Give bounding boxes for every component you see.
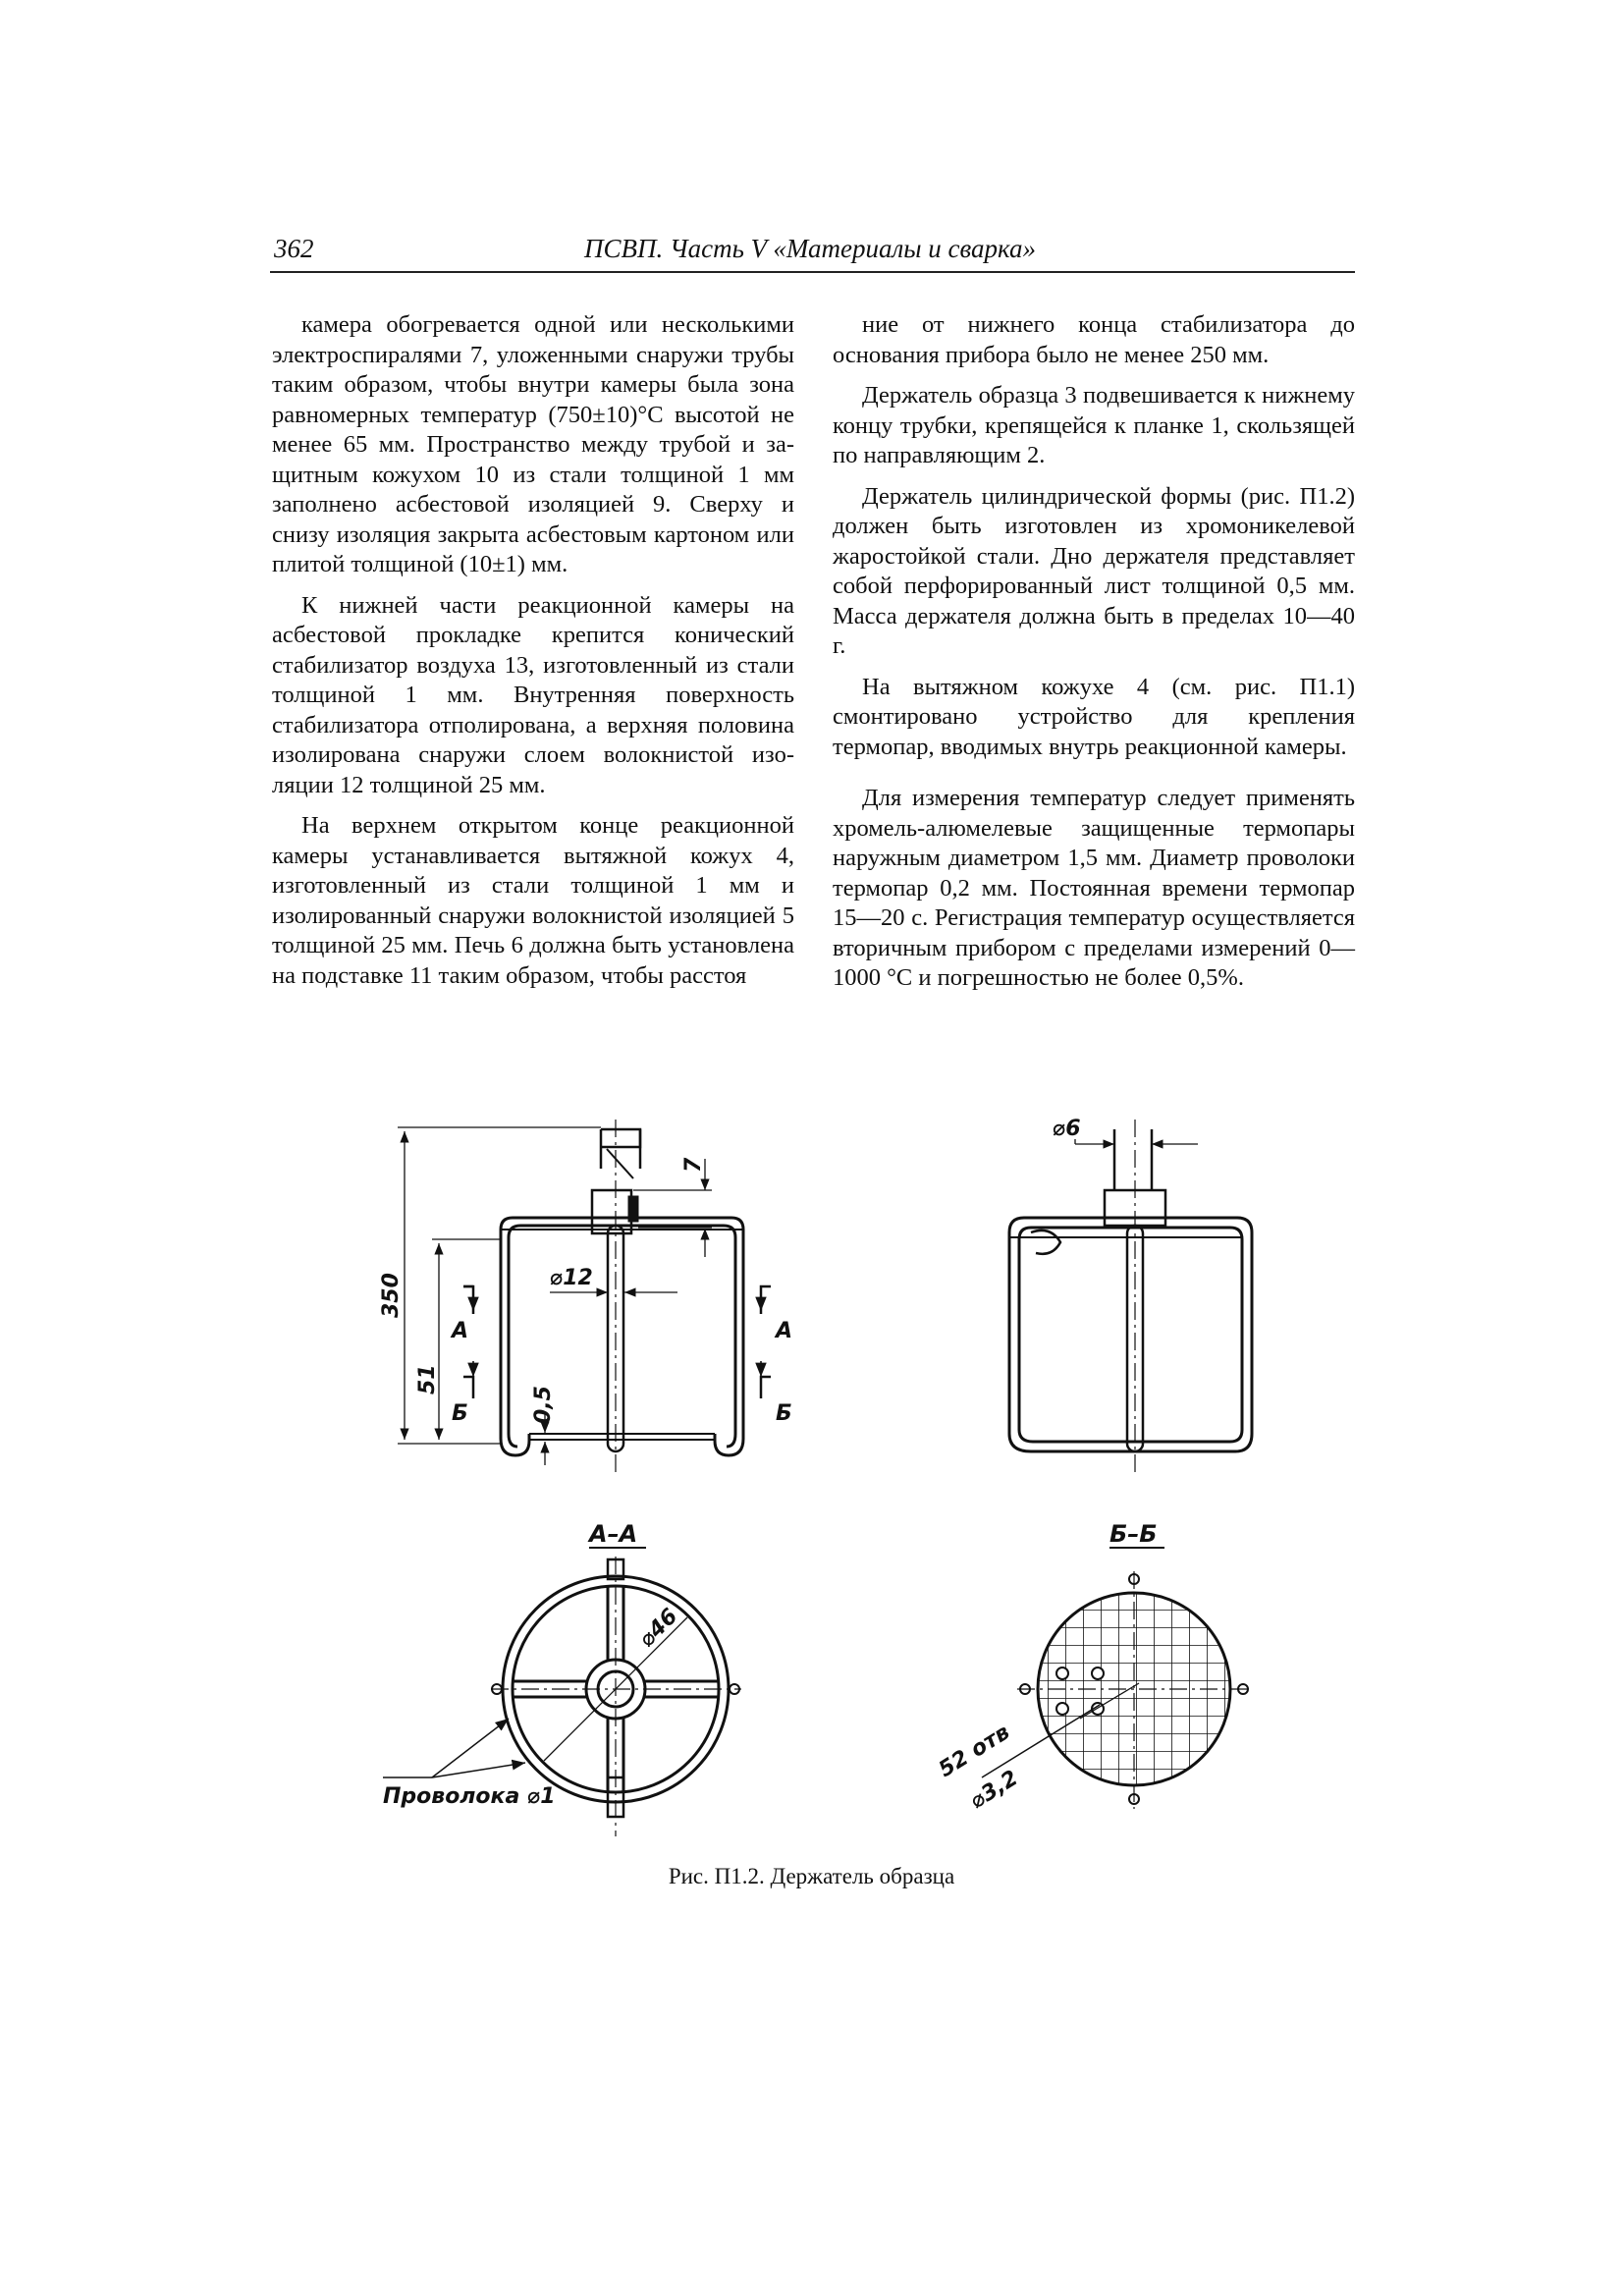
section-aa-label: А–А	[589, 1520, 638, 1548]
paragraph: Держатель образца 3 подвешивается к нижнему концу трубки, крепящейся к планке 1, скользящей по направляющим 2.	[833, 382, 1355, 468]
holes-diameter: ⌀3,2	[965, 1766, 1023, 1815]
front-view-right	[1009, 1120, 1252, 1473]
paragraph: Для измерения температур следует применять хромель-алюмелевые защищенные термопары наружным диаметром 1,5 мм. Диаметр проволоки термопар 0,2 мм. Постоянная времени термопар 15—20 с. Регистрация температур осуществляется вторичным прибором с пределами измерений 0—1000 °С и погрешностью не более 0,5%.	[833, 785, 1355, 991]
dim-51: 51	[415, 1364, 440, 1394]
paragraph: Держатель цилиндрической формы (рис. П1.2) должен быть изготовлен из хромоникелевой жаростойкой стали. Дно держателя представляет собой перфорированный лист толщиной 0,5 мм. Масса держателя должна быть в пределах 10—40 г.	[833, 482, 1355, 659]
holes-count: 52 отв	[934, 1720, 1015, 1783]
section-mark-b-right: Б	[776, 1401, 792, 1426]
holder-drawing	[353, 1110, 1325, 1836]
paragraph: камера обогревается одной или несколькими электроспиралями 7, уложенными снаружи трубы таким образом, чтобы внутри камеры была зона равномерных температур (750±10)°С высотой не менее 65 мм. Пространство между трубой и защитным кожухом 10 из стали толщиной 1 мм заполнено асбестовой изоляцией 9. Сверху и снизу изоляция закрыта асбестовым картоном или плитой толщиной (10±1) мм.	[272, 311, 794, 577]
paragraph: На вытяжном кожухе 4 (см. рис. П1.1) смонтировано устройство для крепления термопар, вводимых внутрь реакционной камеры.	[833, 673, 1355, 760]
paragraph: ние от нижнего конца стабилизатора до основания прибора было не менее 250 мм.	[833, 311, 1355, 368]
dim-d46: ⌀46	[634, 1604, 683, 1653]
dim-d12: ⌀12	[550, 1266, 593, 1290]
page-header	[270, 232, 1355, 273]
section-mark-b-left: Б	[452, 1401, 468, 1426]
page-number: 362	[274, 234, 314, 263]
section-bb-label: Б–Б	[1109, 1520, 1158, 1548]
dim-7: 7	[681, 1157, 706, 1173]
section-mark-a-right: А	[776, 1319, 793, 1343]
right-column	[833, 310, 1355, 1005]
dim-d6: ⌀6	[1053, 1117, 1081, 1141]
figure-sample-holder	[353, 1110, 1325, 1836]
left-column	[272, 310, 794, 1002]
section-mark-a-left: А	[452, 1319, 469, 1343]
wire-label: Проволока ⌀1	[383, 1784, 556, 1809]
figure-caption: Рис. П1.2. Держатель образца	[668, 1864, 955, 1888]
dim-350: 350	[379, 1273, 404, 1318]
dim-0-5: 0,5	[531, 1386, 556, 1424]
running-title: ПСВП. Часть V «Материалы и сварка»	[584, 234, 1037, 263]
paragraph: К нижней части реакционной камеры на асбестовой прокладке крепится конический стабилизатор воздуха 13, изготовленный из стали толщиной 1 мм. Внутренняя поверхность стабилизатора отполирована, а верхняя половина изолирована снаружи слоем волокнистой изоляции 12 толщиной 25 мм.	[272, 591, 794, 798]
paragraph: На верхнем открытом конце реакционной камеры устанавливается вытяжной кожух 4, изготовленный из стали толщиной 1 мм и изолированный снаружи волокнистой изоляцией 5 толщиной 25 мм. Печь 6 должна быть установлена на подставке 11 таким образом, чтобы расстоя	[272, 812, 794, 989]
section-bb-view	[982, 1571, 1251, 1809]
